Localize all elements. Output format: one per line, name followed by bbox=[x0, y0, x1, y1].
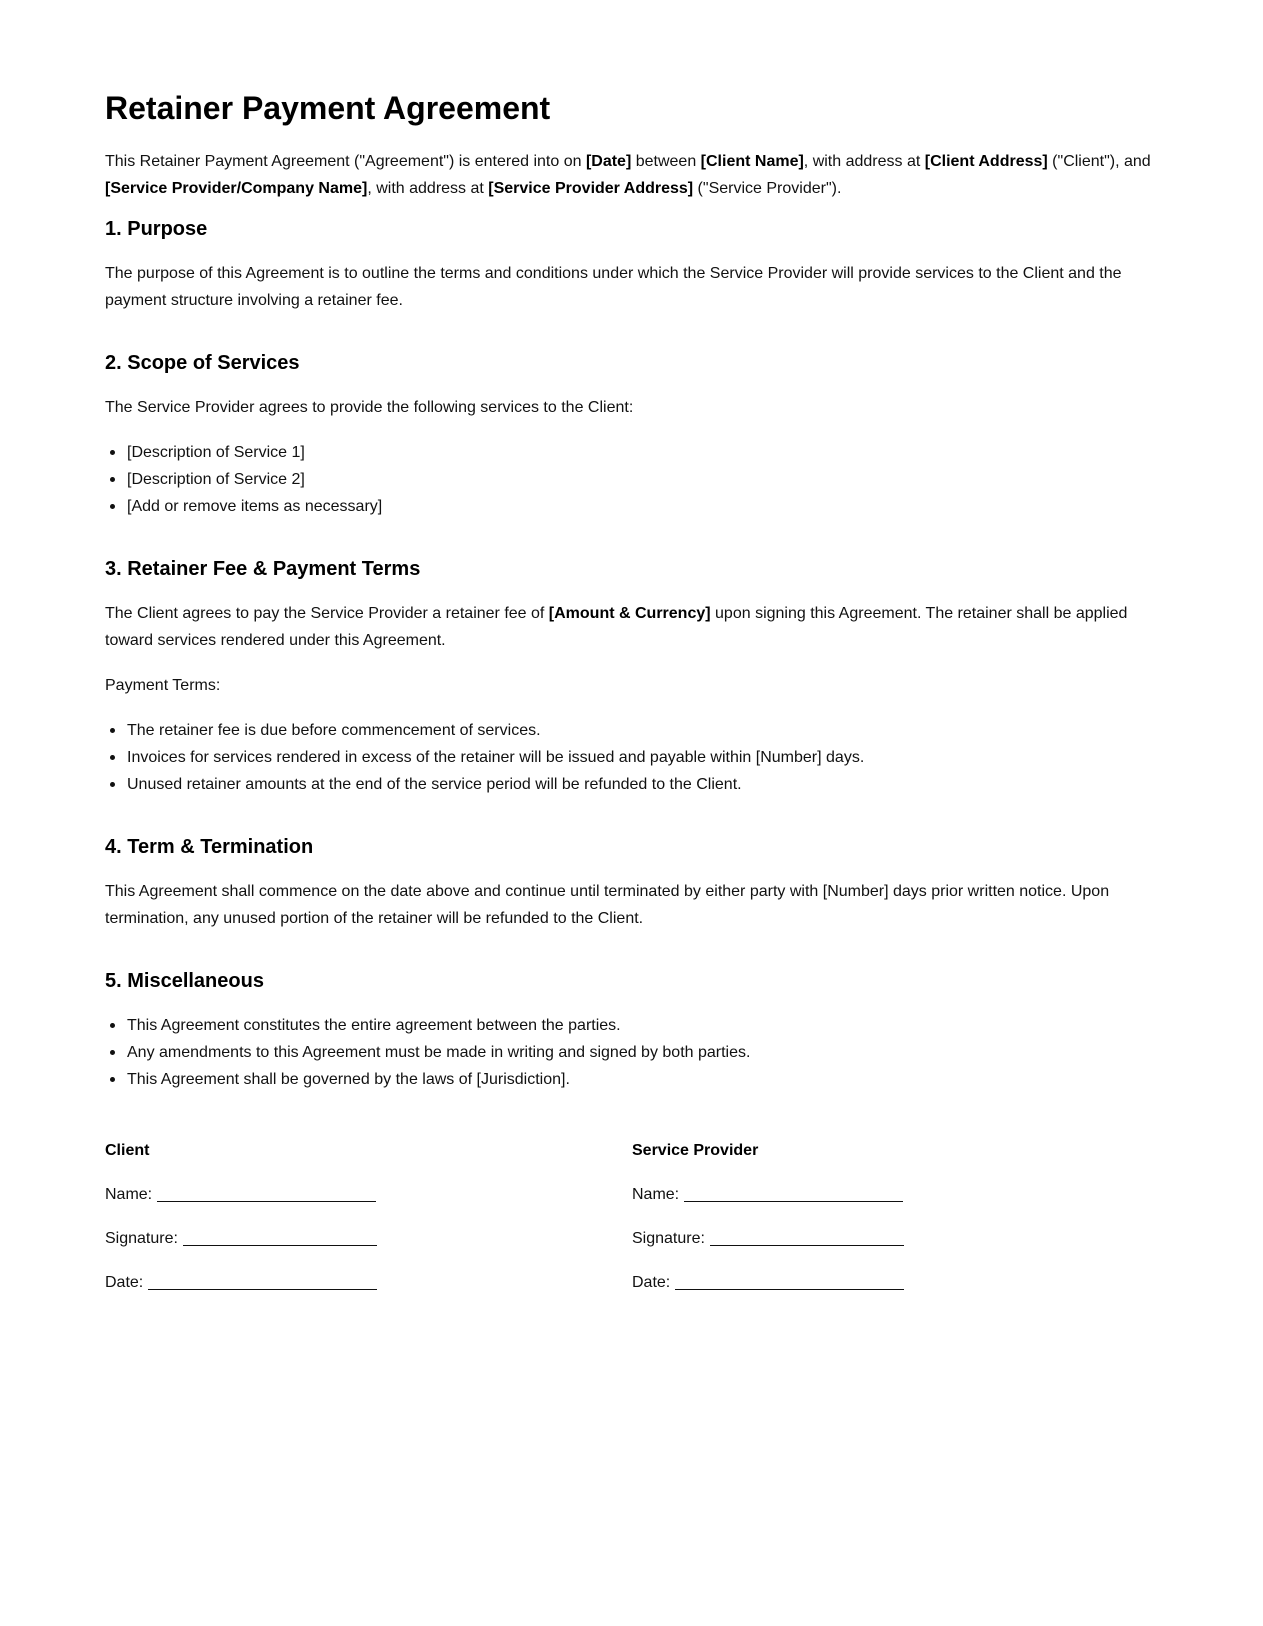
list-item: This Agreement shall be governed by the laws of [Jurisdiction]. bbox=[127, 1066, 1159, 1093]
client-address-placeholder: [Client Address] bbox=[924, 153, 1048, 170]
fee-text: The Client agrees to pay the Service Provider a retainer fee of [Amount & Currency] upon signing this Agreement. The retainer shall be applied toward services rendered under this Agreement. bbox=[105, 605, 1128, 649]
document-title: Retainer Payment Agreement bbox=[105, 90, 551, 126]
client-signature-line[interactable] bbox=[183, 1227, 377, 1246]
provider-date-row bbox=[632, 1269, 1159, 1296]
bullet-icon bbox=[110, 728, 115, 733]
bullet-icon bbox=[110, 1023, 115, 1028]
list-item: Invoices for services rendered in excess of the retainer will be issued and payable within [Number] days. bbox=[127, 744, 1159, 771]
intro-paragraph: This Retainer Payment Agreement ("Agreement") is entered into on [Date] between [Client Name], with address at [Client Address] ("Client"), and [Service Provider/Company Name], with address at [Service Provider Address] ("Service Provider"). bbox=[105, 153, 1151, 197]
amount-placeholder: [Amount & Currency] bbox=[548, 605, 711, 622]
payment-terms-list bbox=[105, 717, 1159, 798]
provider-name-placeholder: [Service Provider/Company Name] bbox=[105, 180, 368, 197]
client-signature-title: Client bbox=[105, 1142, 150, 1159]
provider-signature-line[interactable] bbox=[710, 1227, 904, 1246]
provider-signature-title: Service Provider bbox=[632, 1142, 759, 1159]
client-date-row bbox=[105, 1269, 632, 1296]
scope-text: The Service Provider agrees to provide the following services to the Client: bbox=[105, 399, 634, 416]
provider-name-line[interactable] bbox=[684, 1183, 903, 1202]
provider-signature-label: Signature: bbox=[632, 1230, 705, 1247]
provider-address-placeholder: [Service Provider Address] bbox=[488, 180, 694, 197]
date-placeholder: [Date] bbox=[585, 153, 632, 170]
list-item: This Agreement constitutes the entire agreement between the parties. bbox=[127, 1012, 1159, 1039]
client-date-line[interactable] bbox=[148, 1271, 377, 1290]
misc-list bbox=[105, 1012, 1159, 1093]
provider-date-line[interactable] bbox=[675, 1271, 904, 1290]
provider-name-label: Name: bbox=[632, 1186, 680, 1203]
bullet-icon bbox=[110, 782, 115, 787]
client-name-line[interactable] bbox=[157, 1183, 376, 1202]
client-name-label: Name: bbox=[105, 1186, 153, 1203]
list-item: [Description of Service 2] bbox=[127, 466, 1159, 493]
client-signature-row bbox=[105, 1225, 632, 1252]
term-text: This Agreement shall commence on the date above and continue until terminated by either party with [Number] days prior written notice. Upon termination, any unused portion of the retainer will be refunded to the Client. bbox=[105, 883, 1110, 927]
bullet-icon bbox=[110, 477, 115, 482]
client-name-placeholder: [Client Name] bbox=[700, 153, 804, 170]
section-heading-scope: 2. Scope of Services bbox=[105, 352, 300, 374]
payment-terms-label: Payment Terms: bbox=[105, 677, 221, 694]
bullet-icon bbox=[110, 1077, 115, 1082]
client-name-row bbox=[105, 1181, 632, 1208]
client-signature-label: Signature: bbox=[105, 1230, 178, 1247]
section-heading-misc: 5. Miscellaneous bbox=[105, 970, 264, 992]
list-item: [Description of Service 1] bbox=[127, 439, 1159, 466]
bullet-icon bbox=[110, 755, 115, 760]
scope-list bbox=[105, 439, 1159, 520]
bullet-icon bbox=[110, 1050, 115, 1055]
bullet-icon bbox=[110, 450, 115, 455]
section-heading-purpose: 1. Purpose bbox=[105, 218, 208, 240]
list-item: Any amendments to this Agreement must be made in writing and signed by both parties. bbox=[127, 1039, 1159, 1066]
provider-date-label: Date: bbox=[632, 1274, 671, 1291]
bullet-icon bbox=[110, 504, 115, 509]
signature-block bbox=[105, 1137, 1159, 1313]
list-item: [Add or remove items as necessary] bbox=[127, 493, 1159, 520]
list-item: Unused retainer amounts at the end of the service period will be refunded to the Client. bbox=[127, 771, 1159, 798]
client-date-label: Date: bbox=[105, 1274, 144, 1291]
provider-signature-column bbox=[632, 1137, 1159, 1313]
provider-name-row bbox=[632, 1181, 1159, 1208]
list-item: The retainer fee is due before commencement of services. bbox=[127, 717, 1159, 744]
section-heading-term: 4. Term & Termination bbox=[105, 836, 314, 858]
provider-signature-row bbox=[632, 1225, 1159, 1252]
section-heading-fee: 3. Retainer Fee & Payment Terms bbox=[105, 558, 421, 580]
purpose-text: The purpose of this Agreement is to outline the terms and conditions under which the Service Provider will provide services to the Client and the payment structure involving a retainer fee. bbox=[105, 265, 1122, 309]
client-signature-column bbox=[105, 1137, 632, 1313]
